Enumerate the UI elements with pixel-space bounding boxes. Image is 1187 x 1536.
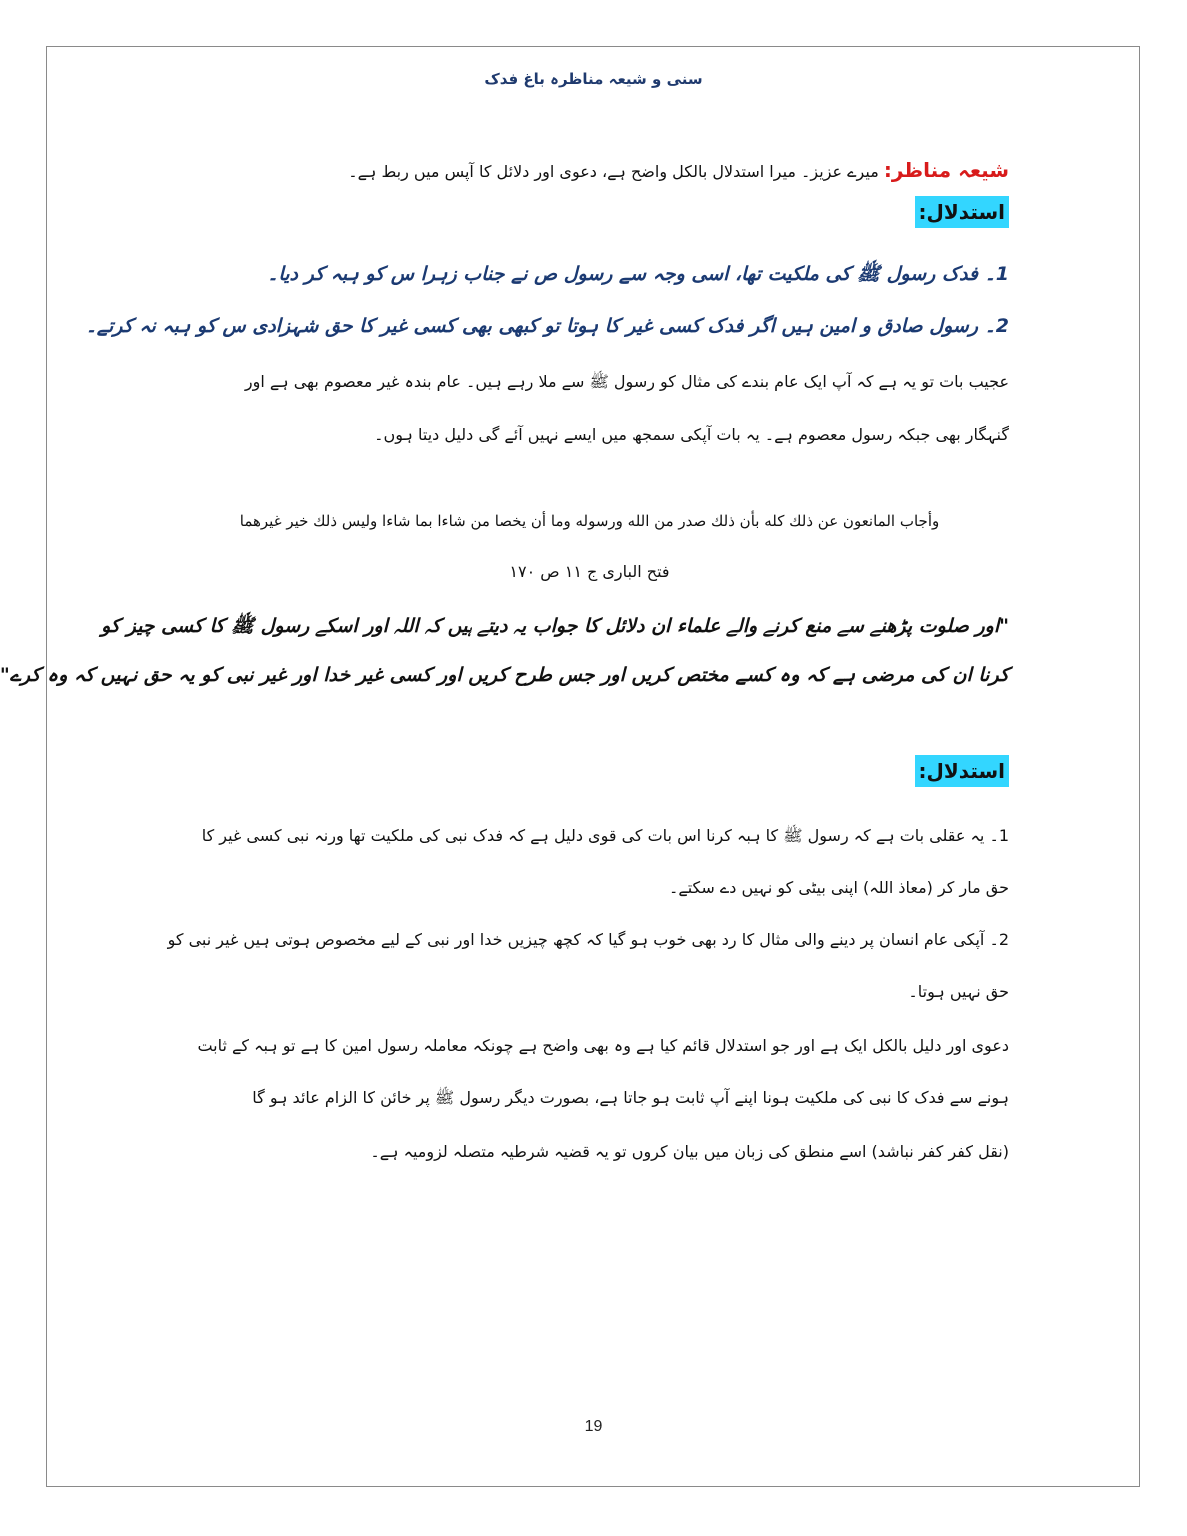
intro-line — [170, 158, 1009, 182]
quote-reference: فتح الباری ج ۱۱ ص ۱۷۰ — [509, 562, 670, 581]
section1-para-line-2: گنہگار بھی جبکہ رسول معصوم ہے۔ یہ بات آپکی سمجھ میں ایسے نہیں آئے گی دلیل دیتا ہوں۔ — [374, 425, 1009, 444]
section1-point-1: 1۔ فدک رسول ﷺ کی ملکیت تھا، اسی وجہ سے رسول ص نے جناب زہرا س کو ہبہ کر دیا۔ — [267, 263, 1009, 285]
section2-line-3: 2۔ آپکی عام انسان پر دینے والی مثال کا رد بھی خوب ہو گیا کہ کچھ چیزیں خدا اور نبی کے لیے مخصوص ہوتی ہیں غیر نبی کو — [167, 930, 1009, 949]
translation-line-1: "اور صلوت پڑھنے سے منع کرنے والے علماء ان دلائل کا جواب یہ دیتے ہیں کہ اللہ اور اسکے رسول ﷺ کا کسی چیز کو — [101, 615, 1009, 637]
section1-heading: استدلال: — [915, 196, 1009, 228]
arabic-quote: وأجاب المانعون عن ذلك كله بأن ذلك صدر من الله ورسوله وما أن يخصا من شاءا بما شاءا وليس ذلك خير غيرهما — [239, 512, 940, 530]
section2-line-1: 1۔ یہ عقلی بات ہے کہ رسول ﷺ کا ہبہ کرنا اس بات کی قوی دلیل ہے کہ فدک نبی کی ملکیت تھا ورنہ نبی کسی غیر کا — [201, 826, 1009, 845]
section2-line-5: دعوی اور دلیل بالکل ایک ہے اور جو استدلال قائم کیا ہے وہ بھی واضح ہے چونکہ معاملہ رسول امین کا ہے تو ہبہ کے ثابت — [197, 1036, 1009, 1055]
speaker-label: شیعہ مناظر: — [883, 158, 1009, 182]
section2-heading-row — [170, 755, 1009, 787]
section1-heading-row — [170, 196, 1009, 228]
section2-line-6: ہونے سے فدک کا نبی کی ملکیت ہونا اپنے آپ ثابت ہو جاتا ہے، بصورت دیگر رسول ﷺ پر خائن کا الزام عائد ہو گا — [252, 1088, 1009, 1107]
section1-point-2: 2۔ رسول صادق و امین ہیں اگر فدک کسی غیر کا ہوتا تو کبھی بھی کسی غیر کا حق شہزادی س کو ہبہ نہ کرتے۔ — [85, 315, 1009, 337]
page-header: سنی و شیعہ مناظرہ باغ فدک — [484, 70, 703, 88]
translation-line-2: کرنا ان کی مرضی ہے کہ وہ کسے مختص کریں اور جس طرح کریں اور کسی غیر خدا اور غیر نبی کو یہ حق نہیں کہ وہ کرے" — [0, 664, 1009, 686]
section1-para-line-1: عجیب بات تو یہ ہے کہ آپ ایک عام بندے کی مثال کو رسول ﷺ سے ملا رہے ہیں۔ عام بندہ غیر معصوم بھی ہے اور — [244, 372, 1009, 391]
section2-line-2: حق مار کر (معاذ اللہ) اپنی بیٹی کو نہیں دے سکتے۔ — [668, 878, 1009, 897]
section2-line-4: حق نہیں ہوتا۔ — [908, 982, 1009, 1001]
page-number: 19 — [584, 1418, 603, 1435]
section2-heading: استدلال: — [915, 755, 1009, 787]
section2-line-7: (نقل کفر کفر نباشد) اسے منطق کی زبان میں بیان کروں تو یہ قضیہ شرطیہ متصلہ لزومیہ ہے۔ — [370, 1142, 1009, 1161]
intro-text: میرے عزیز۔ میرا استدلال بالکل واضح ہے، دعوی اور دلائل کا آپس میں ربط ہے۔ — [348, 162, 879, 181]
